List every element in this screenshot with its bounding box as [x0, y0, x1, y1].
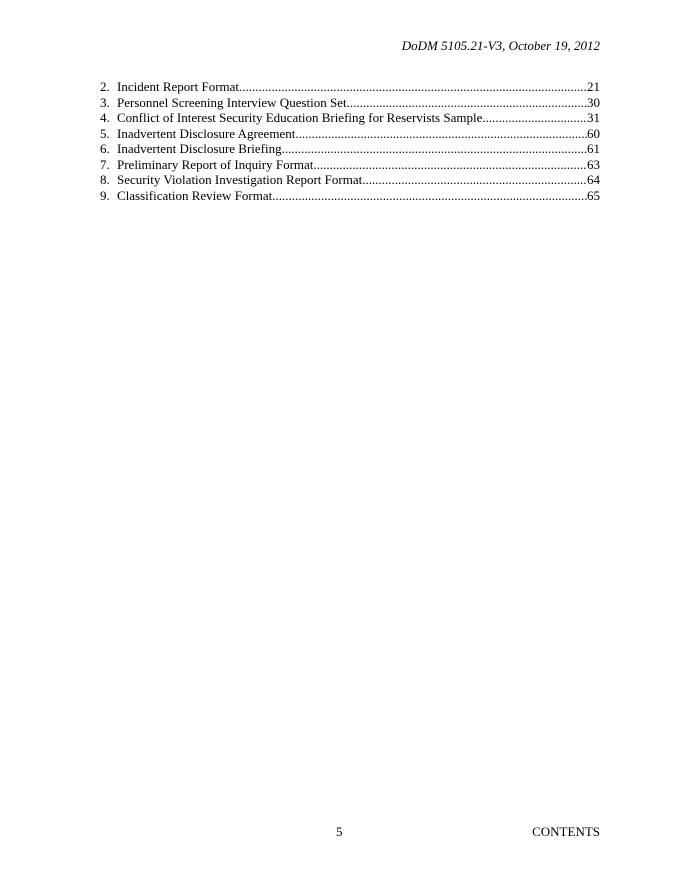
toc-entry-page: 31 — [587, 110, 600, 125]
toc-entry-title: Security Violation Investigation Report Format — [117, 172, 363, 187]
toc-entry-page: 63 — [587, 156, 600, 172]
document-header: DoDM 5105.21-V3, October 19, 2012 — [401, 38, 600, 53]
toc-dot-leader — [347, 95, 587, 111]
toc-entry-title: Inadvertent Disclosure Briefing — [117, 141, 282, 156]
toc-entry-number: 6. — [100, 141, 110, 156]
toc-entry-page: 30 — [587, 94, 600, 110]
toc-dot-leader — [295, 126, 587, 142]
toc-entry-number: 5. — [100, 125, 110, 141]
toc-entry-title: Personnel Screening Interview Question Set — [117, 94, 347, 110]
toc-entry[interactable] — [100, 126, 600, 142]
toc-entry[interactable] — [100, 95, 600, 111]
toc-entry[interactable] — [100, 157, 600, 173]
toc-entry[interactable] — [100, 110, 600, 126]
toc-entry-page: 21 — [587, 79, 600, 94]
toc-entry[interactable] — [100, 79, 600, 95]
toc-entry-number: 4. — [100, 110, 110, 125]
toc-entry[interactable] — [100, 188, 600, 204]
toc-dot-leader — [282, 141, 587, 157]
toc-entry-number: 9. — [100, 187, 110, 203]
toc-entry-number: 3. — [100, 94, 110, 110]
toc-entry-title: Classification Review Format — [117, 187, 273, 203]
toc-entry-number: 8. — [100, 172, 110, 187]
toc-entry-number: 2. — [100, 79, 110, 94]
toc-entry-title: Preliminary Report of Inquiry Format — [117, 156, 314, 172]
toc-entry-title: Incident Report Format — [117, 79, 240, 94]
toc-entry[interactable] — [100, 141, 600, 157]
toc-dot-leader — [482, 110, 587, 126]
toc-entry-number: 7. — [100, 156, 110, 172]
toc-entry-page: 65 — [587, 187, 600, 203]
toc-dot-leader — [272, 188, 587, 204]
footer-page-number: 5 — [336, 824, 343, 839]
footer-section-label: CONTENTS — [532, 824, 600, 839]
toc-entry-page: 61 — [587, 141, 600, 156]
toc-entry-page: 64 — [587, 172, 600, 187]
toc-entry-title: Conflict of Interest Security Education Briefing for Reservists Sample — [117, 110, 483, 125]
toc-dot-leader — [313, 157, 587, 173]
toc-entry-title: Inadvertent Disclosure Agreement — [117, 125, 296, 141]
toc-dot-leader — [362, 172, 587, 188]
toc-entry[interactable] — [100, 172, 600, 188]
toc-entry-page: 60 — [587, 125, 600, 141]
toc-dot-leader — [239, 79, 587, 95]
table-of-contents — [100, 79, 600, 203]
